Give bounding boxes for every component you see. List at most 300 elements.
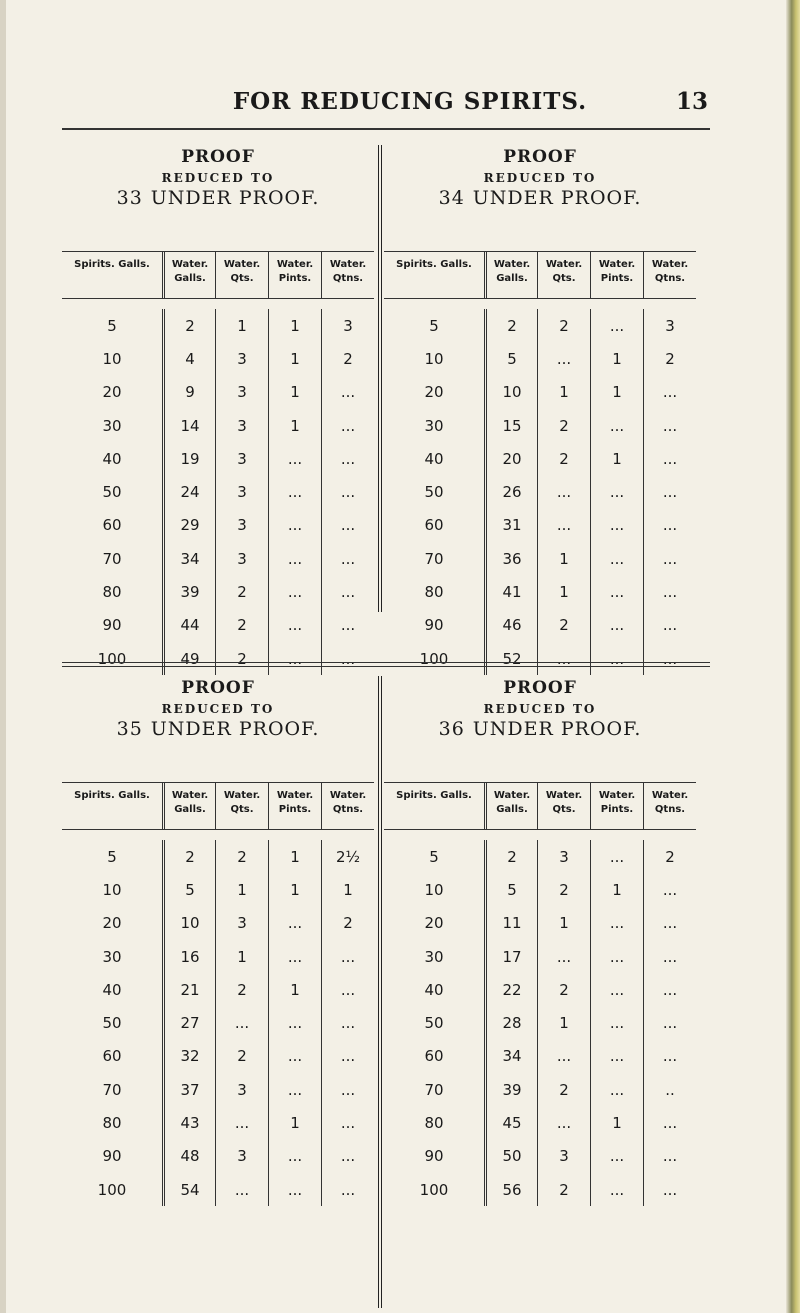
under-proof-label: UNDER PROOF. [472, 187, 642, 209]
table-cell: ... [321, 575, 374, 608]
column-header: Water. Galls. [484, 783, 537, 829]
table-row [384, 509, 696, 542]
table-row [384, 907, 696, 940]
table-cell: ... [643, 973, 696, 1006]
table-cell: 1 [590, 1106, 643, 1139]
table-body [62, 829, 374, 1206]
table-cell: ... [268, 1140, 321, 1173]
table-cell: 45 [484, 1106, 537, 1139]
page-header [0, 88, 800, 128]
title-reduced-to: REDUCED TO [483, 702, 597, 716]
table-cell: ... [590, 1040, 643, 1073]
table-cell: 29 [162, 509, 215, 542]
table-cell: ... [643, 609, 696, 642]
title-proof: PROOF [181, 678, 255, 698]
table-cell: 5 [429, 316, 439, 335]
table-cell: 70 [424, 1080, 444, 1099]
table-cell: 40 [424, 449, 444, 468]
table-row [62, 973, 374, 1006]
table-row [384, 442, 696, 475]
table-cell: 36 [484, 542, 537, 575]
table-cell: 50 [424, 483, 444, 502]
table-cell: 5 [429, 847, 439, 866]
table-cell: ... [268, 575, 321, 608]
page-edge-right [786, 0, 800, 1313]
table-cell: ... [643, 1140, 696, 1173]
table-row [62, 1006, 374, 1039]
table-cell: 27 [162, 1006, 215, 1039]
table-cell: ... [321, 1073, 374, 1106]
column-header: Water. Qtns. [321, 783, 374, 829]
table-cell: .. [643, 1073, 696, 1106]
table-cell: 100 [97, 1180, 127, 1199]
table-cell: 3 [643, 309, 696, 342]
table-cell: 10 [484, 376, 537, 409]
table-cell: 3 [215, 1073, 268, 1106]
table-cell: ... [643, 1173, 696, 1206]
table-cell: ... [643, 642, 696, 675]
table-cell: 50 [102, 483, 122, 502]
table-cell: 5 [484, 342, 537, 375]
table-cell: ... [321, 973, 374, 1006]
table-row [384, 1040, 696, 1073]
table-cell: 44 [162, 609, 215, 642]
title-reduced-to: REDUCED TO [161, 171, 275, 185]
table-cell: ... [590, 509, 643, 542]
table-cell: ... [590, 840, 643, 873]
table-cell: ... [643, 907, 696, 940]
proof-number: 36 [438, 718, 465, 740]
table-row [384, 342, 696, 375]
table-row [384, 542, 696, 575]
table-36 [384, 676, 696, 1206]
title-proof: PROOF [181, 147, 255, 167]
column-header: Spirits. Galls. [74, 790, 150, 801]
table-cell: 90 [424, 1147, 444, 1166]
table-row [62, 509, 374, 542]
table-cell: 9 [162, 376, 215, 409]
table-cell: ... [643, 1106, 696, 1139]
table-cell: 16 [162, 940, 215, 973]
table-33 [62, 145, 374, 675]
table-cell: 100 [419, 1180, 449, 1199]
table-cell: ... [643, 873, 696, 906]
table-35 [62, 676, 374, 1206]
table-cell: 1 [268, 309, 321, 342]
table-cell: 70 [102, 1080, 122, 1099]
proof-number: 35 [116, 718, 143, 740]
table-cell: 41 [484, 575, 537, 608]
table-cell: ... [537, 1040, 590, 1073]
table-cell: 100 [419, 649, 449, 668]
table-cell: 2 [537, 973, 590, 1006]
table-cell: ... [643, 1040, 696, 1073]
table-cell: 1 [215, 873, 268, 906]
table-row [62, 309, 374, 342]
table-cell: ... [268, 509, 321, 542]
table-row [62, 840, 374, 873]
table-cell: ... [321, 1006, 374, 1039]
table-cell: 40 [424, 980, 444, 999]
table-row [384, 973, 696, 1006]
table-cell: ... [590, 475, 643, 508]
table-cell: 30 [424, 947, 444, 966]
table-cell: ... [590, 940, 643, 973]
table-cell: 80 [424, 1114, 444, 1133]
table-cell: 32 [162, 1040, 215, 1073]
section-rule [62, 662, 710, 667]
table-cell: 10 [424, 349, 444, 368]
table-cell: 3 [321, 309, 374, 342]
table-cell: 2 [537, 1173, 590, 1206]
table-cell: 90 [424, 616, 444, 635]
table-row [384, 1006, 696, 1039]
column-header: Spirits. Galls. [396, 790, 472, 801]
table-cell: 14 [162, 409, 215, 442]
table-cell: 3 [215, 376, 268, 409]
table-cell: 21 [162, 973, 215, 1006]
table-cell: ... [321, 1040, 374, 1073]
table-cell: 1 [268, 376, 321, 409]
table-cell: 1 [590, 342, 643, 375]
page-number: 13 [675, 88, 708, 115]
column-header: Spirits. Galls. [396, 259, 472, 270]
table-cell: 2 [643, 840, 696, 873]
table-cell: 1 [537, 542, 590, 575]
table-cell: 17 [484, 940, 537, 973]
table-title [62, 145, 374, 245]
table-cell: 10 [424, 880, 444, 899]
table-cell: 2 [643, 342, 696, 375]
table-cell: 60 [102, 516, 122, 535]
column-header: Spirits. Galls. [74, 259, 150, 270]
title-under-proof [384, 718, 696, 740]
table-cell: 30 [102, 416, 122, 435]
table-title [62, 676, 374, 776]
table-cell: ... [321, 1140, 374, 1173]
table-cell: 1 [590, 442, 643, 475]
table-cell: 52 [484, 642, 537, 675]
table-cell: 2 [215, 609, 268, 642]
table-row [62, 609, 374, 642]
under-proof-label: UNDER PROOF. [472, 718, 642, 740]
table-cell: ... [590, 973, 643, 1006]
table-cell: 5 [162, 873, 215, 906]
table-body [384, 298, 696, 675]
table-cell: 3 [215, 509, 268, 542]
table-cell: 80 [102, 583, 122, 602]
table-cell: 19 [162, 442, 215, 475]
proof-number: 33 [116, 187, 143, 209]
table-row [384, 1140, 696, 1173]
table-cell: 3 [215, 1140, 268, 1173]
table-cell: 11 [484, 907, 537, 940]
table-cell: 43 [162, 1106, 215, 1139]
table-cell: 2 [537, 409, 590, 442]
table-cell: ... [268, 1073, 321, 1106]
table-cell: 1 [537, 1006, 590, 1039]
table-cell: 2 [215, 840, 268, 873]
table-cell: 2 [162, 840, 215, 873]
table-cell: 50 [484, 1140, 537, 1173]
table-cell: 56 [484, 1173, 537, 1206]
table-cell: ... [268, 940, 321, 973]
table-cell: 20 [102, 383, 122, 402]
table-cell: 3 [215, 409, 268, 442]
column-header: Water. Galls. [162, 783, 215, 829]
table-cell: 2 [162, 309, 215, 342]
table-cell: 10 [162, 907, 215, 940]
table-cell: 3 [537, 840, 590, 873]
table-cell: ... [537, 509, 590, 542]
table-cell: 10 [102, 349, 122, 368]
column-header: Water. Galls. [162, 252, 215, 298]
table-cell: 60 [424, 1047, 444, 1066]
table-cell: 100 [97, 649, 127, 668]
table-row [384, 873, 696, 906]
column-header: Water. Qtns. [643, 252, 696, 298]
table-cell: ... [215, 1173, 268, 1206]
table-row [384, 409, 696, 442]
table-cell: ... [537, 342, 590, 375]
table-cell: ... [321, 1173, 374, 1206]
table-cell: 2 [215, 575, 268, 608]
table-cell: 20 [484, 442, 537, 475]
column-header: Water. Qts. [215, 783, 268, 829]
table-cell: 2 [537, 1073, 590, 1106]
table-cell: ... [643, 475, 696, 508]
table-cell: ... [268, 1006, 321, 1039]
table-cell: 1 [268, 840, 321, 873]
column-headers [384, 251, 696, 298]
table-row [62, 642, 374, 675]
table-cell: 5 [484, 873, 537, 906]
table-cell: 50 [424, 1014, 444, 1033]
table-cell: ... [215, 1106, 268, 1139]
table-cell: ... [537, 1106, 590, 1139]
table-cell: ... [537, 642, 590, 675]
table-row [62, 940, 374, 973]
table-cell: ... [590, 542, 643, 575]
table-cell: ... [643, 409, 696, 442]
table-row [62, 409, 374, 442]
table-cell: 40 [102, 449, 122, 468]
table-cell: ... [590, 907, 643, 940]
table-cell: 1 [590, 873, 643, 906]
table-cell: 2 [537, 609, 590, 642]
title-under-proof [62, 718, 374, 740]
running-head: FOR REDUCING SPIRITS. [232, 88, 588, 115]
table-cell: 2 [537, 442, 590, 475]
table-cell: ... [590, 1073, 643, 1106]
table-row [62, 1073, 374, 1106]
table-cell: ... [321, 940, 374, 973]
table-row [62, 575, 374, 608]
table-cell: ... [268, 475, 321, 508]
table-cell: ... [590, 309, 643, 342]
table-cell: ... [268, 442, 321, 475]
table-cell: ... [643, 376, 696, 409]
column-headers [62, 251, 374, 298]
table-cell: 1 [215, 309, 268, 342]
table-cell: 22 [484, 973, 537, 1006]
table-cell: 5 [107, 847, 117, 866]
table-row [384, 1073, 696, 1106]
table-cell: 39 [162, 575, 215, 608]
table-cell: 2 [215, 973, 268, 1006]
table-cell: 80 [102, 1114, 122, 1133]
table-cell: 60 [102, 1047, 122, 1066]
table-cell: ... [321, 475, 374, 508]
table-cell: 5 [107, 316, 117, 335]
table-cell: 3 [215, 342, 268, 375]
table-cell: 4 [162, 342, 215, 375]
column-header: Water. Qts. [215, 252, 268, 298]
table-cell: ... [215, 1006, 268, 1039]
table-cell: ... [321, 409, 374, 442]
table-row [62, 342, 374, 375]
proof-number: 34 [438, 187, 465, 209]
table-cell: 20 [424, 914, 444, 933]
table-cell: 1 [215, 940, 268, 973]
column-header: Water. Pints. [590, 783, 643, 829]
column-header: Water. Pints. [268, 252, 321, 298]
title-proof: PROOF [503, 147, 577, 167]
table-row [384, 376, 696, 409]
table-cell: 46 [484, 609, 537, 642]
table-row [62, 907, 374, 940]
table-cell: 20 [102, 914, 122, 933]
table-cell: 49 [162, 642, 215, 675]
table-body [62, 298, 374, 675]
table-cell: ... [537, 475, 590, 508]
table-cell: 34 [484, 1040, 537, 1073]
table-row [384, 475, 696, 508]
table-cell: 3 [215, 907, 268, 940]
table-cell: 60 [424, 516, 444, 535]
table-cell: 1 [268, 973, 321, 1006]
table-row [384, 609, 696, 642]
table-cell: 31 [484, 509, 537, 542]
table-cell: ... [268, 1040, 321, 1073]
table-row [384, 575, 696, 608]
table-cell: 24 [162, 475, 215, 508]
table-row [384, 642, 696, 675]
table-cell: 3 [537, 1140, 590, 1173]
table-cell: ... [590, 609, 643, 642]
table-cell: 1 [321, 873, 374, 906]
table-cell: 50 [102, 1014, 122, 1033]
table-cell: 90 [102, 1147, 122, 1166]
column-header: Water. Qts. [537, 783, 590, 829]
table-cell: 1 [268, 342, 321, 375]
under-proof-label: UNDER PROOF. [150, 718, 320, 740]
table-cell: ... [268, 542, 321, 575]
column-header: Water. Qtns. [643, 783, 696, 829]
table-cell: ... [590, 1140, 643, 1173]
vertical-separator [378, 676, 382, 1308]
table-cell: ... [268, 1173, 321, 1206]
table-cell: ... [643, 509, 696, 542]
table-cell: 26 [484, 475, 537, 508]
table-cell: 2 [321, 342, 374, 375]
table-cell: 2 [321, 907, 374, 940]
column-header: Water. Pints. [590, 252, 643, 298]
table-cell: 2½ [321, 840, 374, 873]
table-cell: 2 [484, 840, 537, 873]
table-cell: ... [590, 1006, 643, 1039]
table-cell: 3 [215, 442, 268, 475]
table-cell: 1 [268, 873, 321, 906]
table-cell: 2 [537, 309, 590, 342]
table-cell: 28 [484, 1006, 537, 1039]
table-cell: 39 [484, 1073, 537, 1106]
table-cell: 2 [215, 1040, 268, 1073]
title-under-proof [62, 187, 374, 209]
column-header: Water. Galls. [484, 252, 537, 298]
table-cell: 80 [424, 583, 444, 602]
table-cell: 3 [215, 475, 268, 508]
column-header: Water. Qtns. [321, 252, 374, 298]
table-row [62, 873, 374, 906]
vertical-separator [378, 145, 382, 612]
table-cell: 10 [102, 880, 122, 899]
table-cell: 3 [215, 542, 268, 575]
table-title [384, 145, 696, 245]
table-cell: 2 [215, 642, 268, 675]
table-cell: ... [321, 442, 374, 475]
table-cell: 40 [102, 980, 122, 999]
page-edge-left [0, 0, 6, 1313]
column-header: Water. Qts. [537, 252, 590, 298]
under-proof-label: UNDER PROOF. [150, 187, 320, 209]
table-row [62, 475, 374, 508]
title-under-proof [384, 187, 696, 209]
table-row [62, 1106, 374, 1139]
table-cell: 20 [424, 383, 444, 402]
column-headers [62, 782, 374, 829]
table-cell: ... [643, 575, 696, 608]
table-cell: 2 [484, 309, 537, 342]
column-header: Water. Pints. [268, 783, 321, 829]
table-cell: 1 [537, 907, 590, 940]
title-proof: PROOF [503, 678, 577, 698]
table-cell: ... [643, 442, 696, 475]
title-reduced-to: REDUCED TO [161, 702, 275, 716]
table-cell: 54 [162, 1173, 215, 1206]
table-cell: ... [321, 542, 374, 575]
table-cell: ... [321, 1106, 374, 1139]
table-cell: ... [643, 940, 696, 973]
table-cell: 1 [537, 376, 590, 409]
table-row [62, 1140, 374, 1173]
table-row [62, 1040, 374, 1073]
table-cell: ... [643, 542, 696, 575]
table-cell: 1 [268, 1106, 321, 1139]
table-34 [384, 145, 696, 675]
table-body [384, 829, 696, 1206]
table-row [62, 542, 374, 575]
table-cell: 2 [537, 873, 590, 906]
header-rule [62, 128, 710, 130]
table-cell: ... [590, 1173, 643, 1206]
table-cell: ... [321, 509, 374, 542]
table-cell: 15 [484, 409, 537, 442]
column-headers [384, 782, 696, 829]
table-cell: ... [590, 575, 643, 608]
table-cell: ... [321, 376, 374, 409]
table-row [384, 840, 696, 873]
